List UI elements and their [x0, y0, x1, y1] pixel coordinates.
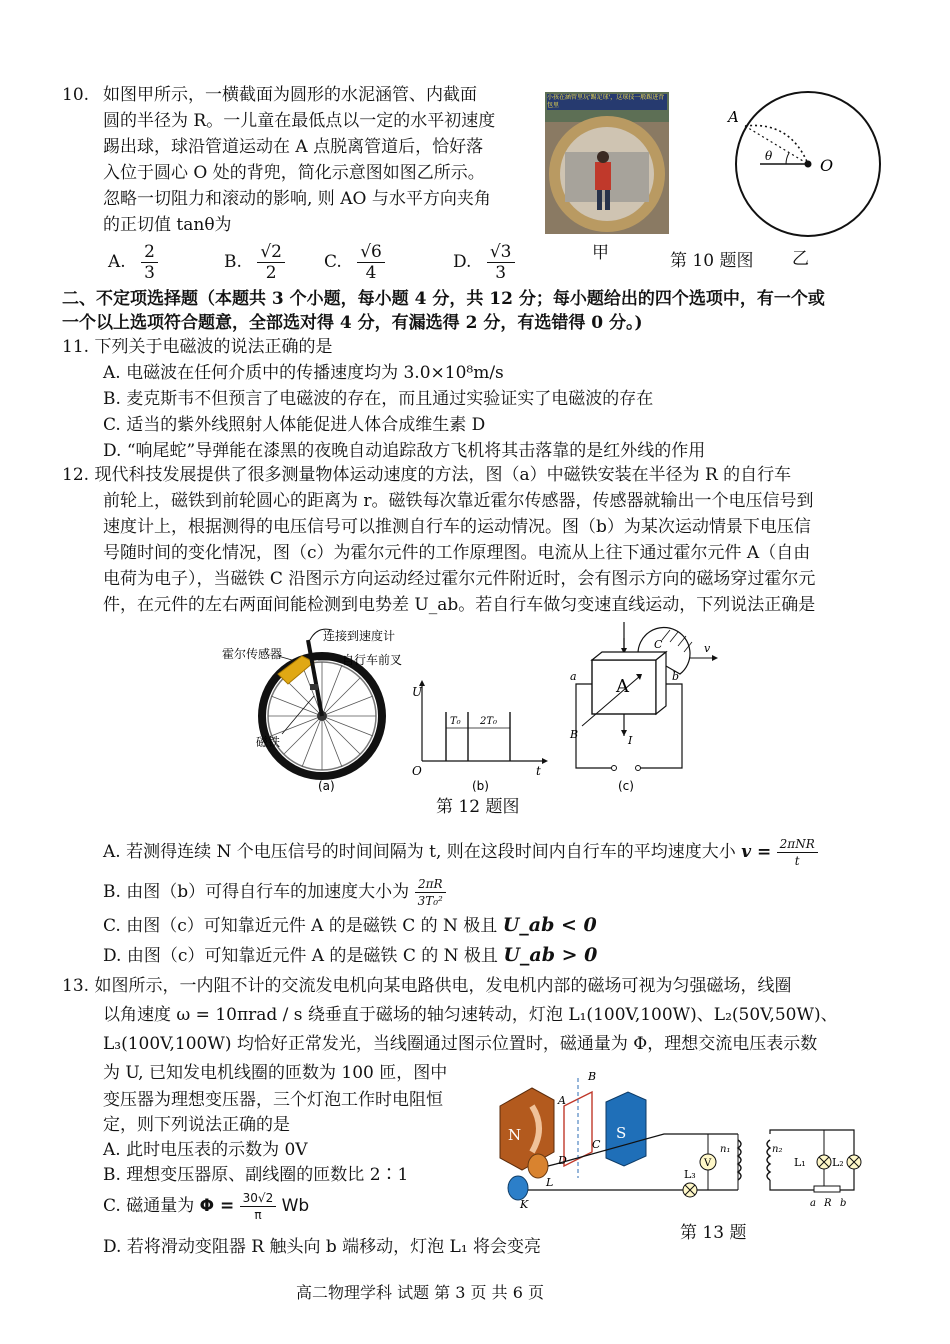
label-connect: 连接到速度计 [323, 629, 396, 643]
option-b[interactable] [224, 242, 285, 283]
option-equation: v = [741, 842, 772, 862]
q13-fig-caption: 第 13 题 [680, 1223, 747, 1243]
section2-heading-line1: 二、不定项选择题（本题共 3 个小题，每小题 4 分，共 12 分；每小题给出的四个选项中，有一个或 [62, 289, 825, 309]
q13-option-d[interactable]: D. 若将滑动变阻器 R 触头向 b 端移动，灯泡 L₁ 将会变亮 [103, 1237, 542, 1257]
label-theta: θ [765, 149, 773, 163]
option-fraction [240, 1190, 277, 1223]
q10-line: 踢出球，球沿管道运动在 A 点脱离管道后，恰好落 [103, 137, 484, 157]
label-coil-d: D [558, 1154, 567, 1167]
numerator: √3 [487, 242, 515, 263]
q10-options [108, 234, 548, 284]
label-coil-a: A [558, 1094, 566, 1107]
option-text: C. 由图（c）可知靠近元件 A 的是磁铁 C 的 N 极且 [103, 916, 498, 936]
q11-option-d[interactable]: D. “响尾蛇”导弹能在漆黑的夜晚自动追踪敌方飞机将其击落靠的是红外线的作用 [103, 441, 706, 461]
label-c: C [654, 638, 663, 651]
q10-number: 10. [62, 85, 90, 105]
option-label: A. [108, 252, 126, 272]
label-a: A [728, 108, 739, 126]
option-equation: Φ = [199, 1196, 235, 1216]
denominator: π [254, 1208, 262, 1222]
label-voltmeter: V [704, 1158, 712, 1169]
page-footer: 高二物理学科 试题 第 3 页 共 6 页 [296, 1283, 544, 1302]
q10-line: 的正切值 tanθ为 [103, 215, 232, 235]
q12-option-d[interactable] [103, 942, 597, 969]
option-text: A. 若测得连续 N 个电压信号的时间间隔为 t, 则在这段时间内自行车的平均速度大小 [103, 842, 736, 862]
hall-sensor-bracket [278, 656, 314, 684]
slip-ring [528, 1154, 548, 1178]
rheostat [814, 1186, 840, 1192]
label-l: L [546, 1176, 554, 1189]
label-b: b [672, 670, 680, 683]
q12-line: 速度计上，根据测得的电压信号可以推测自行车的运动情况。图（b）为某次运动情景下电压信 [103, 517, 811, 537]
option-label: C. [324, 252, 342, 272]
option-a[interactable] [108, 242, 158, 283]
denominator: 3T₀² [417, 894, 443, 908]
label-magnet: 磁铁 [256, 735, 281, 749]
option-label: B. [224, 252, 242, 272]
fig-a-caption: (a) [318, 779, 335, 793]
q13-option-c[interactable] [103, 1190, 309, 1223]
q12-option-c[interactable] [103, 912, 597, 939]
denominator: 2 [265, 263, 277, 283]
q13-line: 13. 如图所示，一内阻不计的交流发电机向某电路供电，发电机内部的磁场可视为匀强磁场，线圈 [62, 976, 792, 996]
q10-fig-caption: 第 10 题图 [670, 251, 754, 271]
q12-line: 前轮上，磁铁到前轮圆心的距离为 r。磁铁每次靠近霍尔传感器，传感器就输出一个电压信号到 [103, 491, 814, 511]
label-v: v [704, 642, 711, 655]
label-b-field: B [570, 728, 579, 741]
denominator: 3 [144, 263, 155, 283]
label-s: S [616, 1124, 627, 1142]
magnet [310, 684, 318, 690]
theta-arc [786, 153, 789, 164]
q11-stem: 11. 下列关于电磁波的说法正确的是 [62, 337, 333, 357]
option-equation: U_ab > 0 [503, 944, 598, 966]
q12-line: 电荷为电子），当磁铁 C 沿图示方向运动经过霍尔元件附近时，会有图示方向的磁场穿过霍尔元 [103, 569, 816, 589]
q12-fig-c [562, 618, 732, 796]
option-fraction [487, 242, 515, 283]
option-text: D. 由图（c）可知靠近元件 A 的是磁铁 C 的 N 极且 [103, 946, 498, 966]
numerator: 2πR [415, 876, 446, 893]
label-coil-c: C [592, 1138, 601, 1151]
label-n2: n₂ [772, 1144, 783, 1155]
label-k: K [520, 1198, 529, 1211]
label-b: b [840, 1198, 847, 1209]
q13-generator-circuit [494, 1066, 874, 1216]
label-a: a [810, 1198, 816, 1209]
q11-option-a[interactable]: A. 电磁波在任何介质中的传播速度均为 3.0×10⁸m/s [103, 363, 504, 383]
q10-line: 入位于圆心 O 处的背兜，简化示意图如图乙所示。 [103, 163, 485, 183]
label-element-a: A [616, 676, 629, 697]
option-c[interactable] [324, 242, 385, 283]
slip-ring [508, 1176, 528, 1200]
q12-line: 号随时间的变化情况，图（c）为霍尔元件的工作原理图。电流从上往下通过霍尔元件 A（自由 [103, 543, 811, 563]
q12-line: 件，在元件的左右两面间能检测到电势差 U_ab。若自行车做匀变速直线运动，下列说法正确是 [103, 595, 816, 615]
option-fraction [141, 242, 158, 283]
fig-c-caption: (c) [618, 779, 634, 793]
fig-b-caption: (b) [472, 779, 489, 793]
q13-option-a[interactable]: A. 此时电压表的示数为 0V [103, 1140, 308, 1160]
q10-photo [545, 92, 669, 234]
option-text: B. 由图（b）可得自行车的加速度大小为 [103, 882, 410, 902]
label-t0: T₀ [450, 716, 461, 727]
q12-fig-b [410, 676, 550, 796]
section2-heading-line2: 一个以上选项符合题意，全部选对得 4 分，有漏选得 2 分，有选错得 0 分。) [62, 313, 643, 333]
numerator: 2 [141, 242, 158, 263]
option-fraction [415, 876, 446, 909]
numerator: √6 [357, 242, 385, 263]
q13-line: 变压器为理想变压器，三个灯泡工作时电阻恒 [103, 1090, 443, 1110]
label-origin: O [412, 764, 422, 778]
culvert-photo-image [545, 92, 669, 234]
label-2t0: 2T₀ [480, 716, 498, 727]
label-l3: L₃ [684, 1168, 696, 1181]
label-t: t [536, 764, 541, 778]
label-hall-sensor: 霍尔传感器 [222, 647, 283, 661]
label-coil-b: B [588, 1070, 597, 1083]
secondary-coil [767, 1140, 770, 1180]
label-l1: L₁ [794, 1156, 806, 1169]
option-text: C. 磁通量为 [103, 1196, 195, 1216]
option-label: D. [453, 252, 472, 272]
q10-line: 圆的半径为 R。一儿童在最低点以一定的水平初速度 [103, 111, 496, 131]
option-fraction [777, 836, 818, 869]
photo-banner: 小孩在涵管里玩'踢足球'，这球技一般踢进背包里 [547, 94, 667, 110]
q12-line: 12. 现代科技发展提供了很多测量物体运动速度的方法，图（a）中磁铁安装在半径为 R 的自行车 [62, 465, 792, 485]
label-u: U [412, 685, 423, 699]
ao-line [745, 126, 808, 164]
denominator: 4 [365, 263, 377, 283]
q10-circle-diagram [720, 86, 900, 246]
option-equation: U_ab < 0 [502, 914, 597, 936]
q10-diagram-caption: 乙 [792, 249, 809, 269]
q11-option-b[interactable]: B. 麦克斯韦不但预言了电磁波的存在，而且通过实验证实了电磁波的存在 [103, 389, 654, 409]
label-n: N [508, 1126, 522, 1144]
label-r: R [824, 1198, 832, 1209]
q12-fig-caption: 第 12 题图 [436, 797, 520, 817]
label-l2: L₂ [832, 1156, 844, 1169]
numerator: √2 [257, 242, 285, 263]
q10-line: 如图甲所示，一横截面为圆形的水泥涵管、内截面 [103, 85, 477, 105]
option-fraction [357, 242, 385, 283]
q13-line: 以角速度 ω = 10πrad / s 绕垂直于磁场的轴匀速转动，灯泡 L₁(100V,100W)、L₂(50V,50W)、 [103, 1005, 838, 1025]
label-fork: 自行车前叉 [342, 653, 403, 667]
q12-fig-a [222, 626, 412, 796]
q12-stem [62, 462, 815, 618]
numerator: 2πNR [777, 836, 818, 853]
q10-line: 忽略一切阻力和滚动的影响, 则 AO 与水平方向夹角 [103, 189, 491, 209]
q10-stem [103, 82, 533, 238]
q13-line: L₃(100V,100W) 均恰好正常发光，当线圈通过图示位置时，磁通量为 Φ，理想交流电压表示数 [103, 1034, 818, 1054]
option-fraction [257, 242, 285, 283]
q10-photo-caption: 甲 [592, 243, 609, 263]
center-point [805, 161, 812, 168]
label-a: a [570, 670, 577, 683]
denominator: t [794, 854, 800, 868]
label-i: I [628, 734, 633, 747]
q11-option-c[interactable]: C. 适当的紫外线照射人体能促进人体合成维生素 D [103, 415, 486, 435]
q12-option-b[interactable] [103, 876, 446, 909]
q13-line: 定，则下列说法正确的是 [103, 1115, 290, 1135]
label-o: O [820, 156, 834, 175]
label-n1: n₁ [720, 1144, 731, 1155]
q12-option-a[interactable] [103, 836, 818, 869]
q11-options [103, 360, 705, 464]
option-d[interactable] [453, 242, 515, 283]
q13-option-b[interactable]: B. 理想变压器原、副线圈的匝数比 2∶1 [103, 1165, 409, 1185]
denominator: 3 [495, 263, 507, 283]
numerator: 30√2 [240, 1190, 277, 1207]
option-unit: Wb [281, 1196, 310, 1216]
q13-line: 为 U, 已知发电机线圈的匝数为 100 匝，图中 [103, 1063, 448, 1083]
